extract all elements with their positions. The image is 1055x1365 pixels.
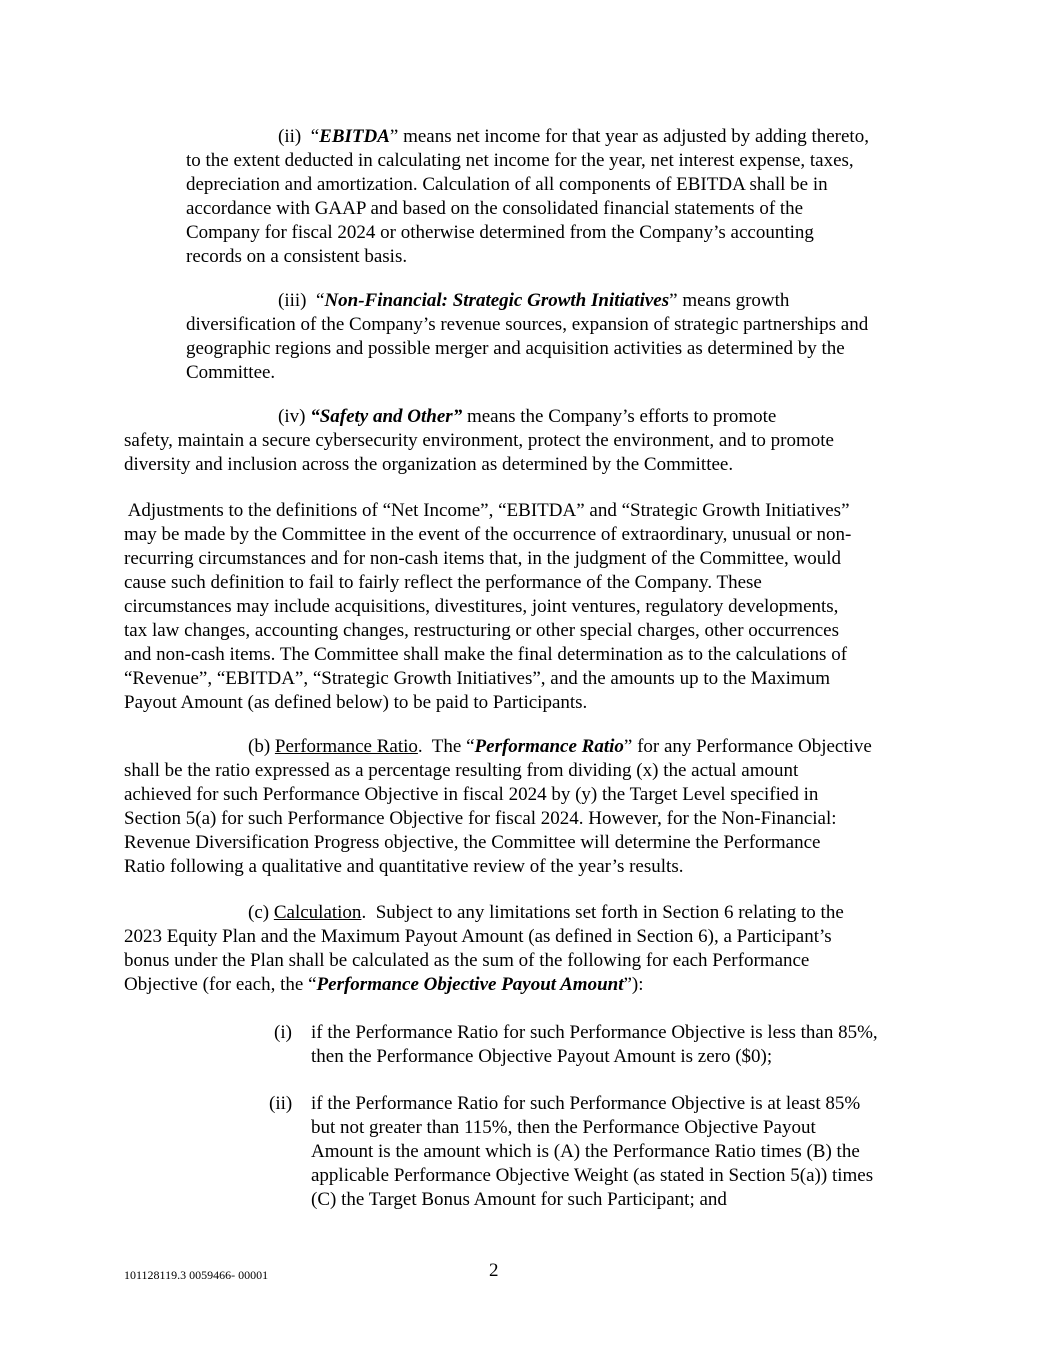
list-item-line: but not greater than 115%, then the Performance Objective Payout	[311, 1117, 816, 1138]
list-item-line: if the Performance Ratio for such Performance Objective is less than 85%,	[311, 1022, 878, 1043]
defined-term: “Safety and Other”	[310, 406, 463, 427]
paragraph-line: diversity and inclusion across the organization as determined by the Committee.	[124, 454, 734, 475]
clause-number: (c)	[248, 902, 270, 923]
paragraph-line: cause such definition to fail to fairly reflect the performance of the Company. These	[124, 572, 762, 593]
paragraph-ebitda-definition	[186, 125, 869, 269]
paragraph-line: bonus under the Plan shall be calculated as the sum of the following for each Performance	[124, 950, 810, 971]
list-item-number: (i)	[274, 1022, 292, 1043]
clause-number: (iii)	[278, 290, 307, 311]
paragraph-adjustments	[124, 499, 851, 715]
page-number: 2	[489, 1260, 499, 1281]
paragraph-line: recurring circumstances and for non-cash items that, in the judgment of the Committee, would	[124, 548, 842, 569]
list-item-line: Amount is the amount which is (A) the Performance Ratio times (B) the	[311, 1141, 860, 1162]
list-item-line: if the Performance Ratio for such Performance Objective is at least 85%	[311, 1093, 861, 1114]
paragraph-first-line: (iii) “Non-Financial: Strategic Growth Initiatives” means growth	[278, 290, 790, 311]
paragraph-line: safety, maintain a secure cybersecurity environment, protect the environment, and to promote	[124, 430, 834, 451]
defined-term: Performance Ratio	[474, 736, 624, 757]
paragraph-line: Adjustments to the definitions of “Net Income”, “EBITDA” and “Strategic Growth Initiatives”	[124, 500, 850, 521]
paragraph-line: Company for fiscal 2024 or otherwise determined from the Company’s accounting	[186, 222, 814, 243]
paragraph-safety-definition	[124, 405, 834, 477]
defined-term: Performance Objective Payout Amount	[316, 974, 624, 995]
document-id: 101128119.3 0059466- 00001	[124, 1268, 269, 1282]
paragraph-line: and non-cash items. The Committee shall make the final determination as to the calculations of	[124, 644, 848, 665]
paragraph-line: 2023 Equity Plan and the Maximum Payout Amount (as defined in Section 6), a Participant’s	[124, 926, 832, 947]
paragraph-line: records on a consistent basis.	[186, 246, 408, 267]
clause-number: (b)	[248, 736, 271, 757]
paragraph-line: depreciation and amortization. Calculation of all components of EBITDA shall be in	[186, 174, 828, 195]
paragraph-line: circumstances may include acquisitions, divestitures, joint ventures, regulatory developments,	[124, 596, 839, 617]
paragraph-line: Committee.	[186, 362, 276, 383]
defined-term: EBITDA	[319, 126, 390, 147]
list-item-text	[311, 1092, 873, 1212]
paragraph-line: “Revenue”, “EBITDA”, “Strategic Growth Initiatives”, and the amounts up to the Maximum	[124, 668, 830, 689]
section-heading: Performance Ratio	[274, 736, 418, 757]
list-item-text	[311, 1021, 878, 1069]
paragraph-line: may be made by the Committee in the event of the occurrence of extraordinary, unusual or non-	[124, 524, 852, 545]
paragraph-line: geographic regions and possible merger and acquisition activities as determined by the	[186, 338, 845, 359]
paragraph-first-line: (b) Performance Ratio. The “Performance Ratio” for any Performance Objective	[248, 736, 872, 757]
clause-number: (ii)	[278, 126, 302, 147]
section-heading: Calculation	[273, 902, 362, 923]
paragraph-line: achieved for such Performance Objective in fiscal 2024 by (y) the Target Level specified in	[124, 784, 819, 805]
paragraph-line: shall be the ratio expressed as a percentage resulting from dividing (x) the actual amount	[124, 760, 799, 781]
defined-term: Non-Financial: Strategic Growth Initiatives	[324, 290, 670, 311]
paragraph-line: Ratio following a qualitative and quantitative review of the year’s results.	[124, 856, 684, 877]
clause-number: (iv)	[278, 406, 306, 427]
list-item-line: applicable Performance Objective Weight (as stated in Section 5(a)) times	[311, 1165, 874, 1186]
list-item-line: then the Performance Objective Payout Amount is zero ($0);	[311, 1046, 773, 1067]
paragraph-strategic-growth-definition	[186, 289, 868, 385]
section-performance-ratio	[124, 735, 872, 879]
paragraph-first-line: (iv) “Safety and Other” means the Company’s efforts to promote	[278, 406, 777, 427]
paragraph-line: diversification of the Company’s revenue sources, expansion of strategic partnerships and	[186, 314, 869, 335]
paragraph-line: Payout Amount (as defined below) to be paid to Participants.	[124, 692, 588, 713]
paragraph-line: tax law changes, accounting changes, restructuring or other special charges, other occurrences	[124, 620, 840, 641]
paragraph-line: Section 5(a) for such Performance Objective for fiscal 2024. However, for the Non-Financial:	[124, 808, 837, 829]
list-item-number: (ii)	[269, 1093, 293, 1114]
paragraph-first-line: (ii) “EBITDA” means net income for that year as adjusted by adding thereto,	[278, 126, 869, 147]
paragraph-line: to the extent deducted in calculating net income for the year, net interest expense, taxes,	[186, 150, 854, 171]
paragraph-line: Revenue Diversification Progress objective, the Committee will determine the Performance	[124, 832, 821, 853]
section-calculation	[124, 901, 844, 997]
list-item-line: (C) the Target Bonus Amount for such Participant; and	[311, 1189, 727, 1210]
paragraph-first-line: (c) Calculation. Subject to any limitations set forth in Section 6 relating to the	[248, 902, 844, 923]
paragraph-line: accordance with GAAP and based on the consolidated financial statements of the	[186, 198, 804, 219]
paragraph-last-line: Objective (for each, the “Performance Objective Payout Amount”):	[124, 974, 644, 995]
